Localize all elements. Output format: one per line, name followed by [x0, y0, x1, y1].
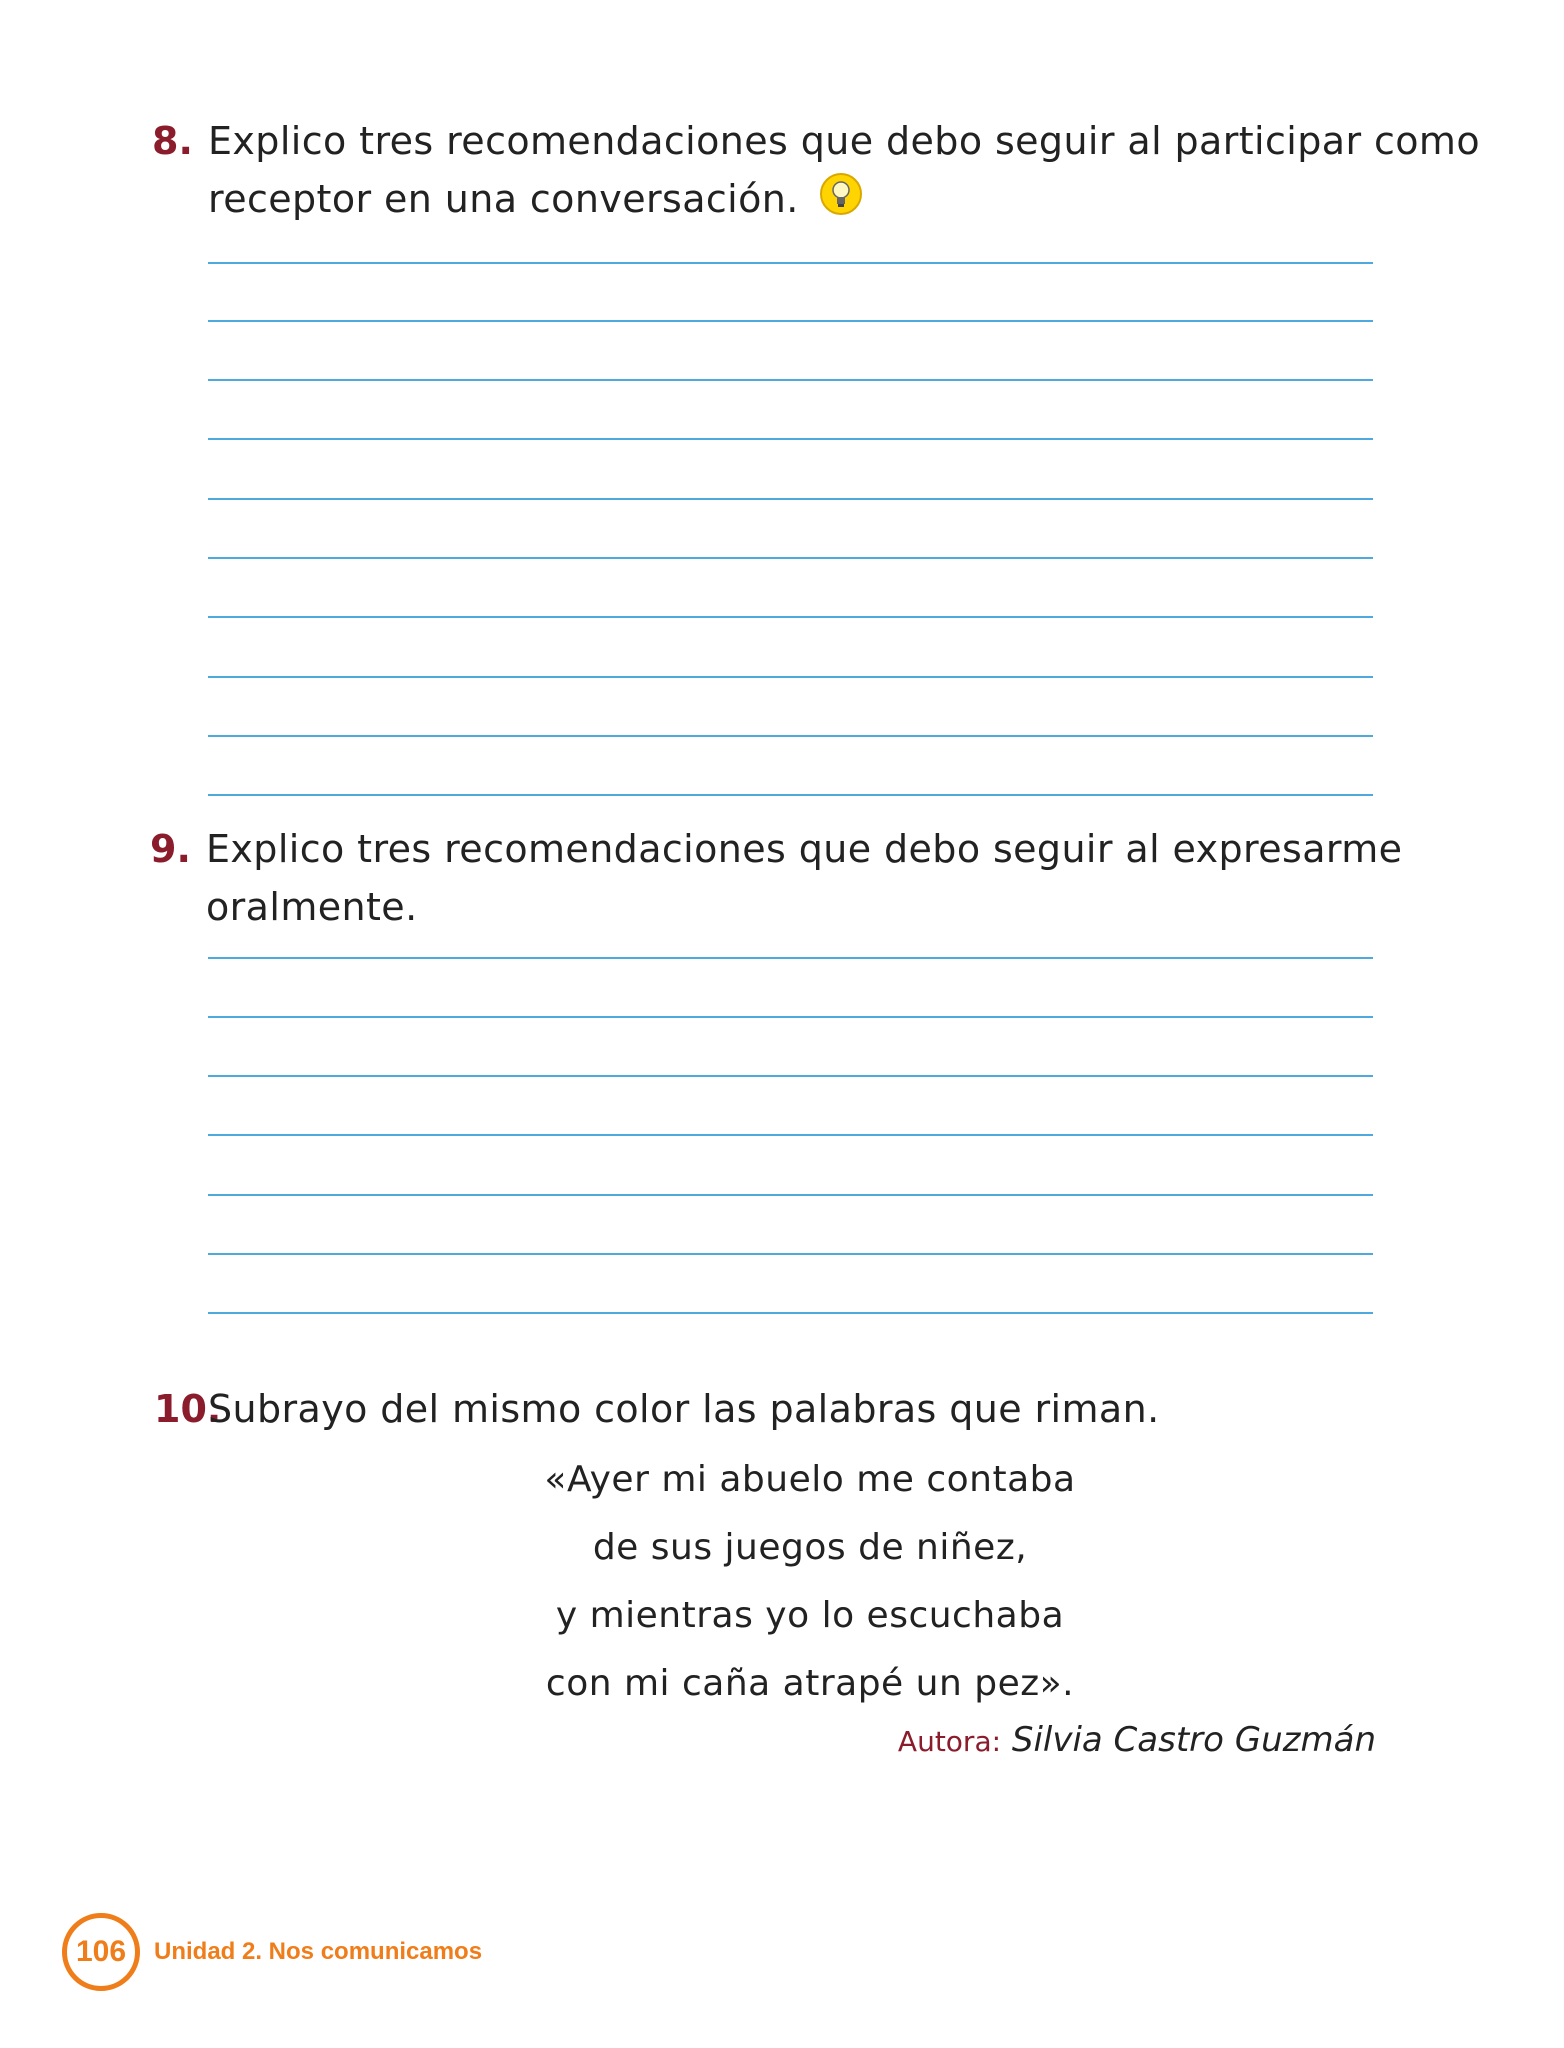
question-number: 10.	[154, 1387, 222, 1431]
question-text-line-2: receptor en una conversación.	[208, 177, 799, 221]
question-text-line-2-wrap	[208, 170, 863, 234]
answer-line[interactable]	[208, 557, 1373, 559]
poem-line: y mientras yo lo escuchaba	[555, 1595, 1065, 1636]
page-number-badge	[62, 1913, 140, 1991]
answer-line[interactable]	[208, 1253, 1373, 1255]
poem-author	[898, 1718, 1376, 1764]
question-text-line-1: Explico tres recomendaciones que debo seguir al participar como	[208, 119, 1480, 163]
answer-line[interactable]	[208, 794, 1373, 796]
question-number: 8.	[152, 119, 193, 163]
answer-line[interactable]	[208, 1194, 1373, 1196]
answer-line[interactable]	[208, 498, 1373, 500]
answer-line[interactable]	[208, 320, 1373, 322]
answer-line[interactable]	[208, 262, 1373, 264]
answer-line[interactable]	[208, 438, 1373, 440]
unit-title: Unidad 2. Nos comunicamos	[154, 1938, 483, 1965]
answer-line[interactable]	[208, 1075, 1373, 1077]
poem-line: con mi caña atrapé un pez».	[545, 1663, 1075, 1704]
question-text-line-2: oralmente.	[206, 885, 418, 929]
question-number: 9.	[150, 827, 191, 871]
lightbulb-icon	[819, 172, 863, 234]
answer-line[interactable]	[208, 735, 1373, 737]
answer-line[interactable]	[208, 616, 1373, 618]
answer-line[interactable]	[208, 379, 1373, 381]
answer-line[interactable]	[208, 676, 1373, 678]
poem-line: de sus juegos de niñez,	[592, 1527, 1028, 1568]
page-number: 106	[75, 1935, 127, 1968]
answer-line[interactable]	[208, 957, 1373, 959]
poem	[480, 1446, 1140, 1718]
page-footer	[62, 1912, 482, 1992]
answer-line[interactable]	[208, 1134, 1373, 1136]
poem-line: «Ayer mi abuelo me contaba	[544, 1459, 1076, 1500]
author-label: Autora:	[897, 1725, 1002, 1758]
author-name: Silvia Castro Guzmán	[1011, 1720, 1376, 1760]
answer-line[interactable]	[208, 1312, 1373, 1314]
question-text-line-1: Subrayo del mismo color las palabras que riman.	[208, 1387, 1160, 1431]
question-text-line-1: Explico tres recomendaciones que debo seguir al expresarme	[206, 827, 1403, 871]
answer-line[interactable]	[208, 1016, 1373, 1018]
